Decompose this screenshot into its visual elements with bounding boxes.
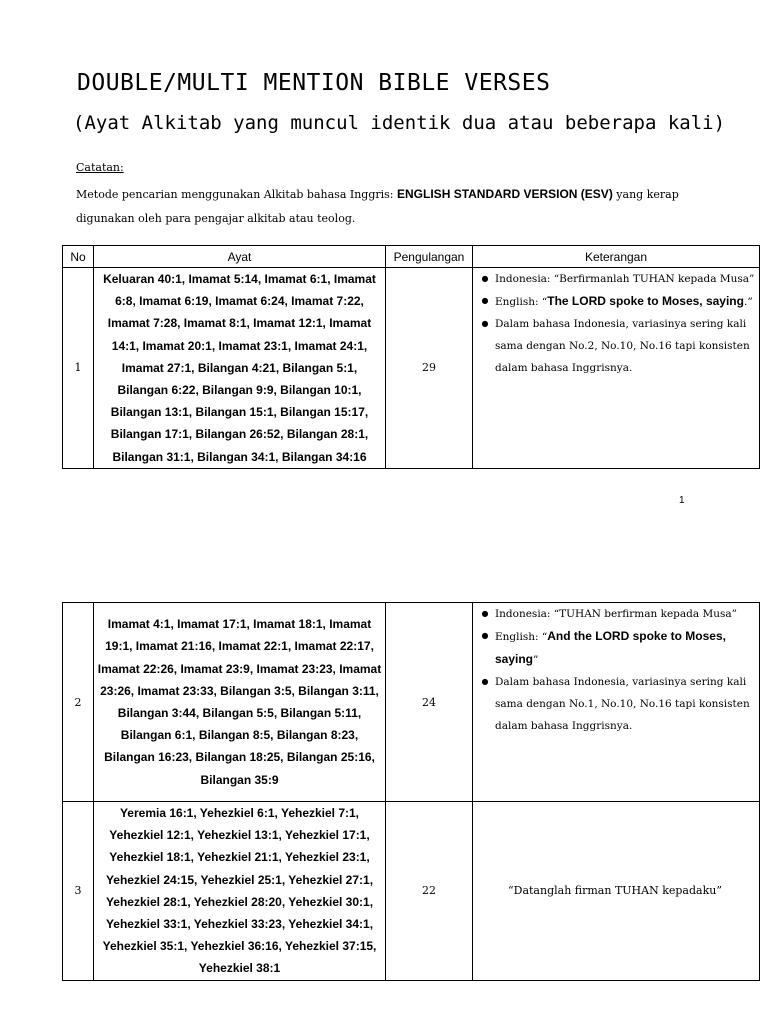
table-header-row	[63, 246, 760, 268]
bullet-icon: ●	[481, 677, 489, 686]
ket-english-prefix: English: “	[495, 631, 548, 643]
ket-note: Dalam bahasa Indonesia, variasinya sering kali sama dengan No.2, No.10, No.16 tapi konsisten dalam bahasa Inggrisnya.	[495, 318, 750, 374]
ket-english-suffix: .”	[743, 296, 753, 308]
document-subtitle: (Ayat Alkitab yang muncul identik dua atau beberapa kali)	[73, 112, 726, 134]
verses-table-page-2	[62, 602, 760, 981]
row-keterangan	[473, 268, 760, 469]
ket-english-prefix: English: “	[495, 296, 548, 308]
bullet-item	[475, 625, 755, 671]
bullet-item	[475, 313, 755, 379]
bullet-item	[475, 268, 755, 290]
bullet-item	[475, 603, 755, 625]
verses-table-page-1	[62, 245, 760, 469]
ket-english-bold: The LORD spoke to Moses, saying	[547, 294, 744, 308]
ket-english-bold: And the LORD spoke to Moses, saying	[495, 629, 726, 666]
ket-note: Dalam bahasa Indonesia, variasinya sering kali sama dengan No.1, No.10, No.16 tapi konsisten dalam bahasa Inggrisnya.	[495, 676, 750, 732]
row-ayat: Yeremia 16:1, Yehezkiel 6:1, Yehezkiel 7:1, Yehezkiel 12:1, Yehezkiel 13:1, Yehezkiel 17:1, Yehezkiel 18:1, Yehezkiel 21:1, Yehezkiel 23:1, Yehezkiel 24:15, Yehezkiel 25:1, Yehezkiel 27:1, Yehezkiel 28:1, Yehezkiel 28:20, Yehezkiel 30:1, Yehezkiel 33:1, Yehezkiel 33:23, Yehezkiel 34:1, Yehezkiel 35:1, Yehezkiel 36:16, Yehezkiel 37:15, Yehezkiel 38:1	[94, 802, 386, 981]
row-no: 2	[63, 603, 94, 802]
note-label: Catatan:	[76, 161, 124, 174]
bullet-icon: ●	[481, 296, 489, 305]
ket-indonesia: Indonesia: “Berfirmanlah TUHAN kepada Musa”	[495, 273, 755, 285]
bullet-item	[475, 671, 755, 737]
row-ayat: Imamat 4:1, Imamat 17:1, Imamat 18:1, Imamat 19:1, Imamat 21:16, Imamat 22:1, Imamat 22:17, Imamat 22:26, Imamat 23:9, Imamat 23:23, Imamat 23:26, Imamat 23:33, Bilangan 3:5, Bilangan 3:11, Bilangan 3:44, Bilangan 5:5, Bilangan 5:11, Bilangan 6:1, Bilangan 8:5, Bilangan 8:23, Bilangan 16:23, Bilangan 18:25, Bilangan 25:16, Bilangan 35:9	[94, 603, 386, 802]
ket-english	[495, 290, 755, 313]
document-title: DOUBLE/MULTI MENTION BIBLE VERSES	[77, 70, 551, 96]
header-keterangan: Keterangan	[473, 246, 760, 268]
row-no: 1	[63, 268, 94, 469]
row-count: 29	[386, 268, 473, 469]
row-ayat: Keluaran 40:1, Imamat 5:14, Imamat 6:1, Imamat 6:8, Imamat 6:19, Imamat 6:24, Imamat 7:22, Imamat 7:28, Imamat 8:1, Imamat 12:1, Imamat 14:1, Imamat 20:1, Imamat 23:1, Imamat 24:1, Imamat 27:1, Bilangan 4:21, Bilangan 5:1, Bilangan 6:22, Bilangan 9:9, Bilangan 10:1, Bilangan 13:1, Bilangan 15:1, Bilangan 15:17, Bilangan 17:1, Bilangan 26:52, Bilangan 28:1, Bilangan 31:1, Bilangan 34:1, Bilangan 34:16	[94, 268, 386, 469]
bullet-icon: ●	[481, 274, 489, 283]
page-number: 1	[679, 495, 685, 506]
bullet-icon: ●	[481, 609, 489, 618]
bullet-icon: ●	[481, 631, 489, 640]
row-keterangan: “Datanglah firman TUHAN kepadaku”	[473, 802, 760, 981]
ket-english-suffix: ”	[533, 654, 539, 666]
note-text	[76, 182, 716, 231]
ket-english	[495, 625, 755, 671]
table-row	[63, 802, 760, 981]
header-ayat: Ayat	[94, 246, 386, 268]
bullet-item	[475, 290, 755, 313]
note-text-after: yang kerap digunakan oleh para pengajar alkitab atau teolog.	[76, 188, 679, 225]
header-no: No	[63, 246, 94, 268]
row-count: 24	[386, 603, 473, 802]
row-count: 22	[386, 802, 473, 981]
row-keterangan	[473, 603, 760, 802]
note-version: ENGLISH STANDARD VERSION (ESV)	[397, 187, 613, 201]
header-pengulangan: Pengulangan	[386, 246, 473, 268]
note-text-before: Metode pencarian menggunakan Alkitab bahasa Inggris:	[76, 188, 398, 201]
row-no: 3	[63, 802, 94, 981]
table-row	[63, 603, 760, 802]
bullet-icon: ●	[481, 319, 489, 328]
ket-indonesia: Indonesia: “TUHAN berfirman kepada Musa”	[495, 608, 737, 620]
table-row	[63, 268, 760, 469]
